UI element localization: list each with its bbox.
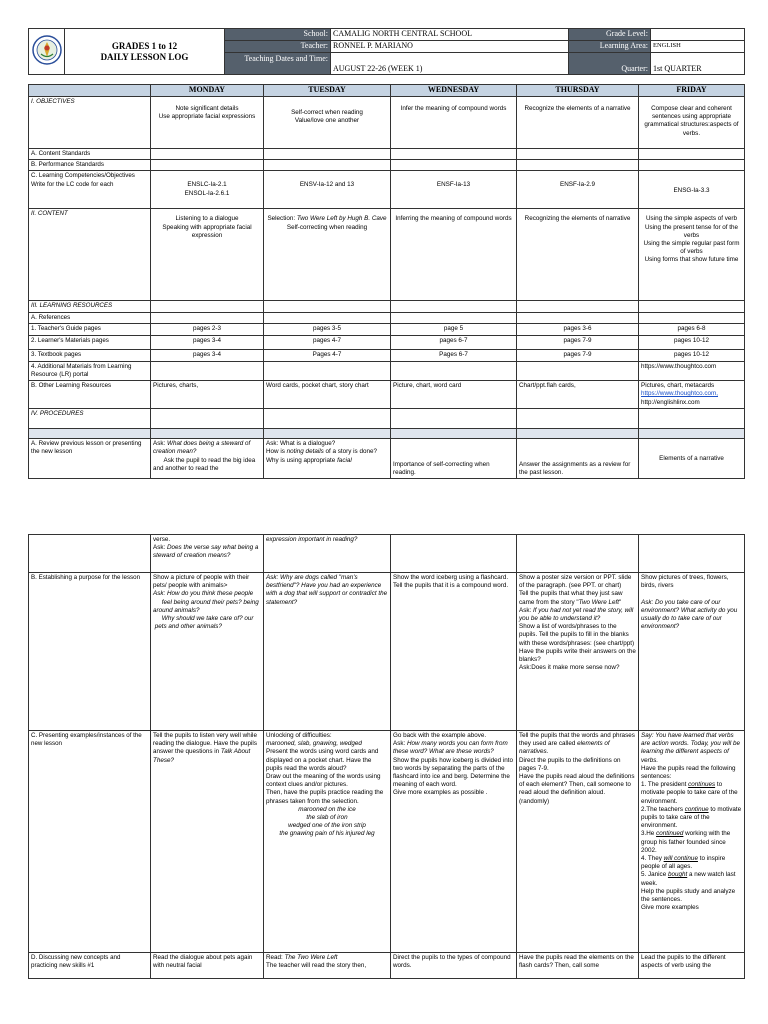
content-wednesday: Inferring the meaning of compound words	[391, 209, 517, 301]
teacher-label: Teacher:	[225, 41, 331, 53]
discuss-label: D. Discussing new concepts and practicing new skills #1	[29, 953, 151, 979]
review-label: A. Review previous lesson or presenting the new lesson	[29, 439, 151, 479]
resources-label: III. LEARNING RESOURCES	[29, 301, 151, 312]
other-tuesday: Word cards, pocket chart, story chart	[264, 381, 391, 409]
discuss-thursday: Have the pupils read the elements on the flash cards? Then, call some	[517, 953, 639, 979]
references-label: A. References	[29, 312, 151, 323]
deped-seal	[29, 29, 65, 75]
tg-thursday: pages 3-6	[517, 323, 639, 335]
competency-tuesday: ENSV-Ia-12 and 13	[264, 171, 391, 209]
tb-friday: pages 10-12	[639, 349, 745, 361]
day-header-blank	[29, 85, 151, 97]
lm-wednesday: pages 6-7	[391, 335, 517, 349]
day-header-monday: MONDAY	[151, 85, 264, 97]
grade-value	[651, 29, 745, 41]
englishlinx-link[interactable]: http://englishlinx.com	[641, 398, 700, 406]
lm-label: 2. Learner's Materials pages	[29, 335, 151, 349]
additional-materials-label: 4. Additional Materials from Learning Resource (LR) portal	[29, 361, 151, 380]
header-table	[28, 28, 745, 75]
discuss-wednesday: Direct the pupils to the types of compound words.	[391, 953, 517, 979]
objective-tuesday: Self-correct when reading Value/love one another	[264, 97, 391, 149]
page-title	[65, 29, 225, 75]
teacher-value: RONNEL P. MARIANO	[331, 41, 569, 53]
procedures-label: IV. PROCEDURES	[29, 409, 151, 429]
lesson-table-page-2	[28, 534, 745, 979]
examples-monday: Tell the pupils to listen very well while reading the dialogue. Have the pupils answer the questions in Talk About These?	[151, 731, 264, 953]
add-wednesday	[391, 361, 517, 380]
review-cont-monday: verse. Ask: Does the verse say what being a steward of creation means?	[151, 535, 264, 573]
other-monday: Pictures, charts,	[151, 381, 264, 409]
add-friday: https://www.thoughtco.com	[639, 361, 745, 380]
content-standards-label: A. Content Standards	[29, 149, 151, 160]
objective-friday: Compose clear and coherent sentences using appropriate grammatical structures:aspects of verbs.	[639, 97, 745, 149]
lm-thursday: pages 7-9	[517, 335, 639, 349]
lm-monday: pages 3-4	[151, 335, 264, 349]
title-line-1: GRADES 1 to 12	[111, 40, 178, 51]
day-header-tuesday: TUESDAY	[264, 85, 391, 97]
discuss-tuesday: Read: The Two Were Left The teacher will read the story then,	[264, 953, 391, 979]
purpose-tuesday: Ask: Why are dogs called "man's bestfriend"? Have you had an experience with a dog that will support or contradict the statement?	[264, 573, 391, 731]
performance-standards-label: B. Performance Standards	[29, 160, 151, 171]
purpose-friday: Show pictures of trees, flowers, birds, rivers Ask: Do you take care of our environment? What activity do you usually do to take care of our environment?	[639, 573, 745, 731]
discuss-monday: Read the dialogue about pets again with neutral facial	[151, 953, 264, 979]
deped-seal-icon	[32, 35, 62, 65]
competency-wednesday: ENSF-Ia-13	[391, 171, 517, 209]
page-2	[0, 534, 768, 1024]
page-1	[0, 0, 768, 480]
tb-monday: pages 3-4	[151, 349, 264, 361]
dates-label: Teaching Dates and Time:	[225, 53, 331, 75]
area-label: Learning Area:	[569, 41, 651, 53]
add-tuesday	[264, 361, 391, 380]
content-friday: Using the simple aspects of verb Using the present tense for of the verbs Using the simple regular past form of verbs Using forms that show future time	[639, 209, 745, 301]
objective-monday: Note significant details Use appropriate facial expressions	[151, 97, 264, 149]
tg-label: 1. Teacher's Guide pages	[29, 323, 151, 335]
tg-tuesday: pages 3-5	[264, 323, 391, 335]
review-tuesday: Ask: What is a dialogue? How is noting details of a story is done? Why is using appropriate facial	[264, 439, 391, 479]
purpose-monday: Show a picture of people with their pets/ people with animals> Ask: How do you think these people feel being around their pets? being around animals? Why should we take care of? our pets and other animals?	[151, 573, 264, 731]
content-thursday: Recognizing the elements of narrative	[517, 209, 639, 301]
add-monday	[151, 361, 264, 380]
competency-monday: ENSLC-Ia-2.1 ENSOL-Ia-2.6.1	[151, 171, 264, 209]
examples-friday: Say: You have learned that verbs are action words. Today, you will be learning the different aspects of verbs. Have the pupils read the following sentences: 1. The president continues to motivate people to take care of the environment. 2.The teachers continue to motivate pupils to take care of the environment. 3.He continued working with the group his father founded since 2002. 4. They will continue to inspire people of all ages. 5. Janice bought a new watch last week. Help the pupils study and analyze the sentences. Give more examples	[639, 731, 745, 953]
lesson-table-page-1	[28, 84, 745, 479]
other-friday-text: Pictures, chart, metacards	[641, 382, 715, 390]
title-line-2: DAILY LESSON LOG	[100, 51, 189, 62]
objective-wednesday: Infer the meaning of compound words	[391, 97, 517, 149]
grade-label: Grade Level:	[569, 29, 651, 41]
tb-wednesday: Pages 6-7	[391, 349, 517, 361]
purpose-thursday: Show a poster size version or PPT. slide of the paragraph. (see PPT. or chart) Tell the pupils that what they just saw came from the story "Two Were Left" Ask: If you had not yet read the story, will you be able to understand it? Show a list of words/phrases to the pupils. Tell the pupils to fill in the blanks with these words/phrases: (see chart/ppt) Have the pupils write their answers on the blanks? Ask:Does it make more sense now?	[517, 573, 639, 731]
tg-friday: pages 6-8	[639, 323, 745, 335]
objective-thursday: Recognize the elements of a narrative	[517, 97, 639, 149]
area-value: ENGLISH	[651, 41, 745, 53]
quarter-label: Quarter:	[569, 53, 651, 75]
examples-label: C. Presenting examples/instances of the new lesson	[29, 731, 151, 953]
school-value: CAMALIG NORTH CENTRAL SCHOOL	[331, 29, 569, 41]
tb-thursday: pages 7-9	[517, 349, 639, 361]
review-wednesday: Importance of self-correcting when reading.	[391, 439, 517, 479]
tg-monday: pages 2-3	[151, 323, 264, 335]
lm-tuesday: pages 4-7	[264, 335, 391, 349]
day-header-wednesday: WEDNESDAY	[391, 85, 517, 97]
school-label: School:	[225, 29, 331, 41]
objectives-label: I. OBJECTIVES	[29, 97, 151, 149]
tb-label: 3. Textbook pages	[29, 349, 151, 361]
competency-friday: ENSG-Ia-3.3	[639, 171, 745, 209]
review-thursday: Answer the assignments as a review for the past lesson.	[517, 439, 639, 479]
purpose-label: B. Establishing a purpose for the lesson	[29, 573, 151, 731]
review-friday: Elements of a narrative	[639, 439, 745, 479]
dates-value: AUGUST 22-26 (WEEK 1)	[331, 53, 569, 75]
tg-wednesday: page 5	[391, 323, 517, 335]
quarter-value: 1st QUARTER	[651, 53, 745, 75]
examples-wednesday: Go back with the example above. Ask: How many words you can form from these word? What are these words? Show the pupils how iceberg is divided into two words by separating the parts of the flashcard into ice and berg. Determine the meaning of each word. Give more examples as possible .	[391, 731, 517, 953]
thoughtco-link[interactable]: https://www.thoughtco.com,	[641, 390, 718, 398]
examples-tuesday: Unlocking of difficulties: marooned, slab, gnawing, wedged Present the words using word cards and displayed on a pocket chart. Have the pupils read the words aloud? Draw out the meaning of the words using context clues and/or pictures. Then, have the pupils practice reading the phrases taken from the selection. marooned on the ice the slab of iron wedged one of the iron strip the gnawing pain of his injured leg	[264, 731, 391, 953]
add-thursday	[517, 361, 639, 380]
other-wednesday: Picture, chart, word card	[391, 381, 517, 409]
lm-friday: pages 10-12	[639, 335, 745, 349]
tb-tuesday: Pages 4-7	[264, 349, 391, 361]
day-header-thursday: THURSDAY	[517, 85, 639, 97]
competency-thursday: ENSF-Ia-2.9	[517, 171, 639, 209]
content-tuesday: Selection: Two Were Left by Hugh B. Cave Self-correcting when reading	[264, 209, 391, 301]
review-cont-label	[29, 535, 151, 573]
other-resources-label: B. Other Learning Resources	[29, 381, 151, 409]
examples-thursday: Tell the pupils that the words and phrases they used are called elements of narratives. Direct the pupils to the definitions on pages 7-9. Have the pupils read aloud the definitions of each element? Then, call someone to read aloud the definition aloud. (randomly)	[517, 731, 639, 953]
discuss-friday: Lead the pupils to the different aspects of verb using the	[639, 953, 745, 979]
review-monday: Ask: What does being a steward of creation mean? Ask the pupil to read the big idea and another to read the	[151, 439, 264, 479]
content-label: II. CONTENT	[29, 209, 151, 301]
other-thursday: Chart/ppt.flah cards,	[517, 381, 639, 409]
competencies-label: C. Learning Competencies/Objectives Write for the LC code for each	[29, 171, 151, 209]
page-gap	[0, 480, 768, 534]
review-cont-tuesday: expression important in reading?	[264, 535, 391, 573]
purpose-wednesday: Show the word iceberg using a flashcard. Tell the pupils that it is a compound word.	[391, 573, 517, 731]
other-friday	[639, 381, 745, 409]
day-header-friday: FRIDAY	[639, 85, 745, 97]
content-monday: Listening to a dialogue Speaking with appropriate facial expression	[151, 209, 264, 301]
